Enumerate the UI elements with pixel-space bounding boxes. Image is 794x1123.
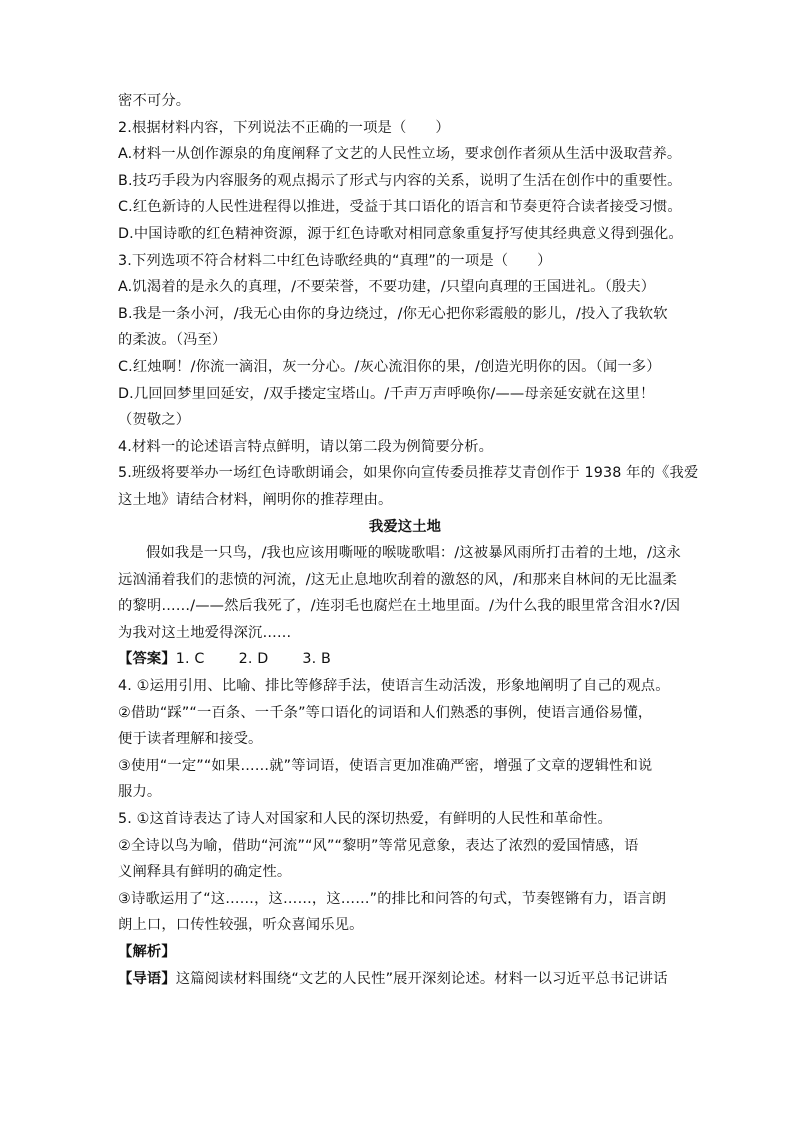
question-4: 4.材料一的论述语言特点鲜明，请以第二段为例简要分析。 (118, 438, 494, 455)
question-5-cont: 这土地》请结合材料，阐明你的推荐理由。 (118, 491, 393, 508)
question-3: 3.下列选项不符合材料二中红色诗歌经典的“真理”的一项是（ ） (118, 252, 552, 269)
analysis-tag: 【解析】 (118, 944, 176, 960)
answer-1: 1. C (175, 651, 205, 668)
answer-text: ③诗歌运用了“这……，这……，这……”的排比和问答的句式，节奏铿锵有力，语言朗 (118, 890, 667, 907)
option-a: A.饥渴着的是永久的真理，/不要荣誉，不要功建，/只望向真理的王国进礼。（殷夫） (118, 279, 656, 296)
poem-line: 假如我是一只鸟，/我也应该用嘶哑的喉咙歌唱：/这被暴风雨所打击着的土地，/这永 (146, 545, 681, 562)
answer-text: 5. ①这首诗表达了诗人对国家和人民的深切热爱，有鲜明的人民性和革命性。 (118, 811, 612, 828)
question-2: 2.根据材料内容，下列说法不正确的一项是（ ） (118, 119, 450, 136)
option-a: A.材料一从创作源泉的角度阐释了文艺的人民性立场，要求创作者须从生活中汲取营养。 (118, 146, 682, 163)
option-b: B.我是一条小河，/我无心由你的身边绕过，/你无心把你彩霞般的影儿，/投入了我软软 (118, 305, 668, 322)
option-b: B.技巧手段为内容服务的观点揭示了形式与内容的关系，说明了生活在创作中的重要性。 (118, 172, 682, 189)
guide-text: 这篇阅读材料围绕“文艺的人民性”展开深刻论述。材料一以习近平总书记讲话 (175, 970, 668, 987)
poem-line: 为我对这土地爱得深沉…… (118, 624, 292, 641)
answer-line (118, 646, 692, 673)
answer-text: 4. ①运用引用、比喻、排比等修辞手法，使语言生动活泼，形象地阐明了自己的观点。 (118, 678, 670, 695)
answer-text: 义阐释具有鲜明的确定性。 (118, 864, 292, 881)
answer-3: 3. B (302, 651, 331, 668)
answer-2: 2. D (238, 651, 269, 668)
option-b-cont: 的柔波。（冯至） (118, 332, 227, 349)
option-c: C.红烛啊！/你流一滴泪，灰一分心。/灰心流泪你的果，/创造光明你的因。（闻一多） (118, 358, 661, 375)
guide-line (118, 966, 692, 993)
option-d-cont: （贺敬之） (118, 412, 191, 429)
answer-text: 服力。 (118, 784, 162, 801)
answer-text: ②全诗以鸟为喻，借助“河流”“风”“黎明”等常见意象，表达了浓烈的爱国情感，语 (118, 837, 639, 854)
poem-line: 的黎明……/——然后我死了，/连羽毛也腐烂在土地里面。/为什么我的眼里常含泪水?/因 (118, 598, 681, 615)
answer-text: 便于读者理解和接受。 (118, 731, 263, 748)
option-d: D.中国诗歌的红色精神资源，源于红色诗歌对相同意象重复抒写使其经典意义得到强化。 (118, 225, 683, 242)
option-c: C.红色新诗的人民性进程得以推进，受益于其口语化的语言和节奏更符合读者接受习惯。 (118, 199, 682, 216)
document-page (118, 88, 699, 992)
question-5: 5.班级将要举办一场红色诗歌朗诵会，如果你向宣传委员推荐艾青创作于 1938 年的《我爱 (118, 465, 699, 482)
poem-line: 远汹涌着我们的悲愤的河流，/这无止息地吹刮着的激怒的风，/和那来自林间的无比温柔 (118, 571, 677, 588)
answer-text: ③使用“一定”“如果……就”等词语，使语言更加准确严密，增强了文章的逻辑性和说 (118, 757, 653, 774)
text-line: 密不可分。 (118, 93, 191, 109)
poem-title: 我爱这土地 (368, 518, 442, 535)
option-d: D.几回回梦里回延安，/双手搂定宝塔山。/千声万声呼唤你/——母亲延安就在这里！ (118, 385, 655, 402)
guide-tag: 【导语】 (118, 970, 176, 987)
answer-tag: 【答案】 (118, 651, 176, 668)
answer-text: 朗上口，口传性较强，听众喜闻乐见。 (118, 917, 364, 934)
answer-text: ②借助“踩”“一百条、一千条”等口语化的词语和人们熟悉的事例，使语言通俗易懂， (118, 704, 653, 721)
